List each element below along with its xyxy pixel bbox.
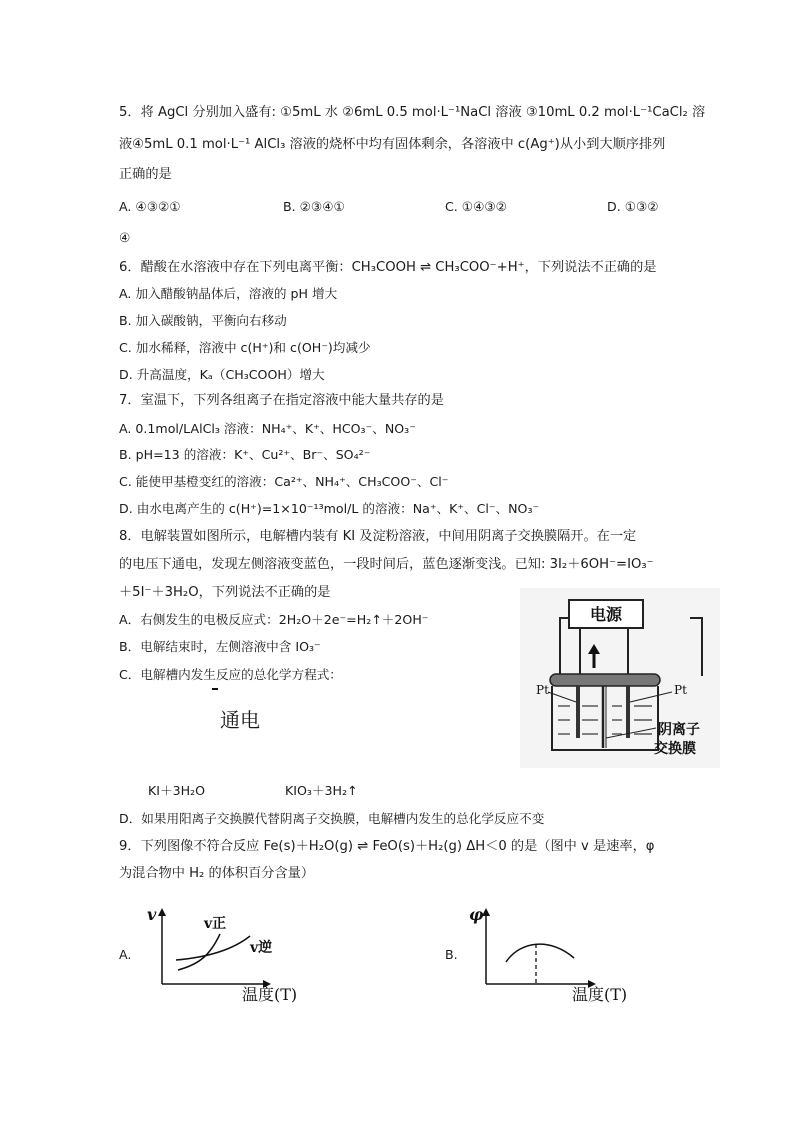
q5-line-2: 液④5mL 0.1 mol·L⁻¹ AlCl₃ 溶液的烧杯中均有固体剩余，各溶液中 c(Ag⁺)从小到大顺序排列: [119, 137, 666, 152]
q5-option-b: B. ②③④①: [283, 199, 345, 214]
power-supply-label: 电源: [589, 605, 623, 624]
pt-left-label: Pt: [536, 683, 549, 697]
q8-line-2: 的电压下通电，发现左侧溶液变蓝色，一段时间后，蓝色逐渐变浅。已知: 3I₂＋6OH⁻=IO₃⁻: [119, 557, 654, 572]
graph-a-curve2-label: v逆: [250, 940, 273, 956]
graph-a-y-axis-label: v: [147, 905, 157, 924]
q5-option-c: C. ①④③②: [445, 199, 507, 214]
q7-option-a: A. 0.1mol/LAlCl₃ 溶液：NH₄⁺、K⁺、HCO₃⁻、NO₃⁻: [119, 421, 416, 436]
q7-stem: 7．室温下，下列各组离子在指定溶液中能大量共存的是: [119, 393, 444, 408]
q8-option-c: C．电解槽内发生反应的总化学方程式：: [119, 667, 342, 682]
graph-b-curve: [506, 944, 574, 962]
q8-option-b: B．电解结束时，左侧溶液中含 IO₃⁻: [119, 639, 321, 654]
q7-option-c: C. 能使甲基橙变红的溶液：Ca²⁺、NH₄⁺、CH₃COO⁻、Cl⁻: [119, 474, 449, 489]
graph-a-curve-reverse: [176, 936, 250, 960]
graph-b-x-axis-label: 温度(T): [572, 985, 628, 1004]
q9-line-2: 为混合物中 H₂ 的体积百分含量）: [119, 866, 315, 881]
pt-right-label: Pt: [674, 683, 687, 697]
q6-option-a: A. 加入醋酸钠晶体后，溶液的 pH 增大: [119, 286, 338, 301]
q5-option-a: A. ④③②①: [119, 199, 181, 214]
q6-stem: 6．醋酸在水溶液中存在下列电离平衡：CH₃COOH ⇌ CH₃COO⁻+H⁺，下列说法不正确的是: [119, 260, 657, 275]
graph-a-label: A.: [119, 947, 132, 962]
graph-b-y-axis-label: φ: [469, 905, 484, 924]
reaction-arrow-bar: [212, 688, 218, 690]
graph-b-h2-fraction-vs-temperature: [466, 900, 646, 1008]
q5-option-d-wrap: ④: [119, 230, 131, 245]
q6-option-b: B. 加入碳酸钠，平衡向右移动: [119, 313, 287, 328]
graph-a-x-axis-label: 温度(T): [242, 985, 298, 1004]
graph-a-rate-vs-temperature: [140, 900, 320, 1008]
q8-option-d: D．如果用阳离子交换膜代替阴离子交换膜，电解槽内发生的总化学反应不变: [119, 811, 545, 826]
graph-b-label: B.: [445, 947, 458, 962]
q6-option-d: D. 升高温度，Kₐ（CH₃COOH）增大: [119, 367, 325, 382]
q8-line-3: ＋5I⁻＋3H₂O，下列说法不正确的是: [119, 585, 331, 600]
q7-option-b: B. pH=13 的溶液：K⁺、Cu²⁺、Br⁻、SO₄²⁻: [119, 447, 371, 462]
q8-line-1: 8．电解装置如图所示，电解槽内装有 KI 及淀粉溶液，中间用阴离子交换膜隔开。在一定: [119, 529, 637, 544]
q5-line-3: 正确的是: [119, 167, 172, 182]
graph-a-curve1-label: v正: [204, 916, 227, 932]
q5-line-1: 5．将 AgCl 分别加入盛有: ①5mL 水 ②6mL 0.5 mol·L⁻¹NaCl 溶液 ③10mL 0.2 mol·L⁻¹CaCl₂ 溶: [119, 105, 706, 120]
electrolysis-condition: 通电: [220, 708, 260, 732]
membrane-label-1: 阴离子: [658, 722, 700, 738]
q6-option-c: C. 加水稀释，溶液中 c(H⁺)和 c(OH⁻)均减少: [119, 340, 371, 355]
q8-option-a: A．右侧发生的电极反应式：2H₂O＋2e⁻=H₂↑＋2OH⁻: [119, 612, 429, 627]
equation-products: KIO₃＋3H₂↑: [285, 783, 358, 798]
q7-option-d: D. 由水电离产生的 c(H⁺)=1×10⁻¹³mol/L 的溶液：Na⁺、K⁺、Cl⁻、NO₃⁻: [119, 501, 540, 516]
electrolysis-apparatus-diagram: [520, 588, 720, 768]
q5-option-d: D. ①③②: [607, 199, 659, 214]
membrane-label-2: 交换膜: [654, 741, 696, 757]
graph-a-curve-forward: [178, 934, 220, 970]
equation-reactants: KI＋3H₂O: [148, 783, 206, 798]
q9-line-1: 9．下列图像不符合反应 Fe(s)＋H₂O(g) ⇌ FeO(s)＋H₂(g) ΔH＜0 的是（图中 v 是速率，φ: [119, 839, 655, 854]
